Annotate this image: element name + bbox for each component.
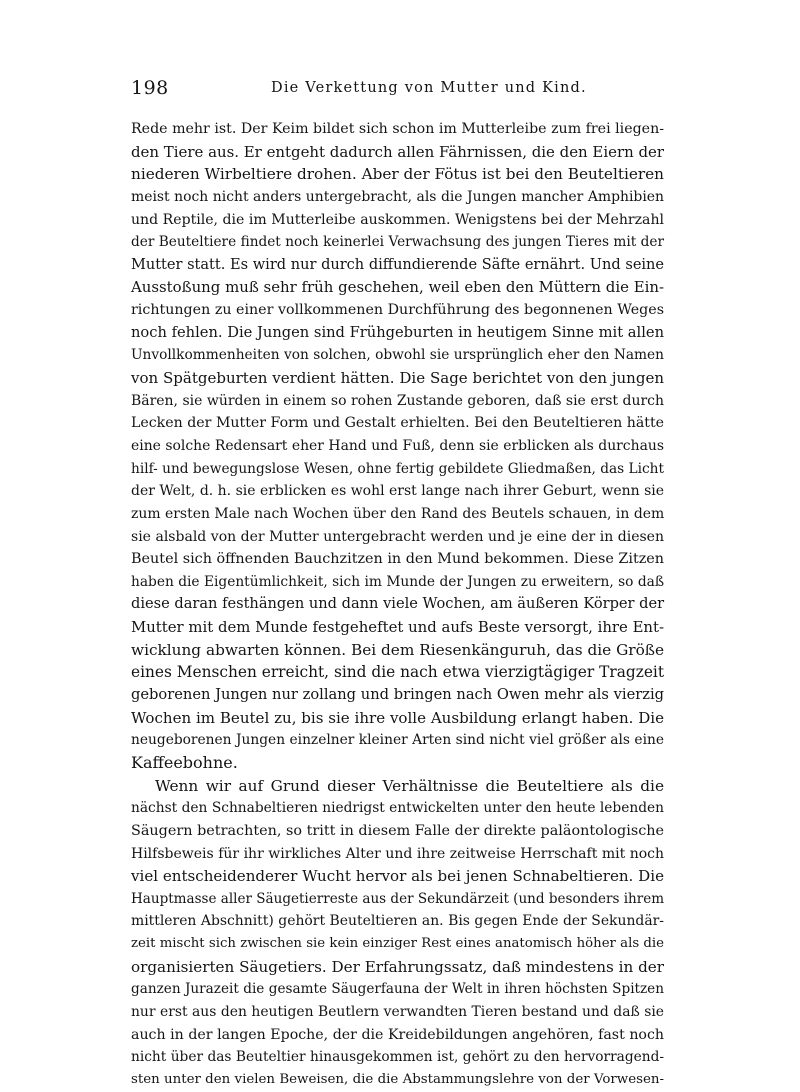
text-line: organisierten Säugetiers. Der Erfahrungssatz, daß mindestens in der <box>131 957 664 976</box>
text-line: wicklung abwarten können. Bei dem Riesenkänguruh, das die Größe <box>131 640 664 659</box>
text-line: neugeborenen Jungen einzelner kleiner Arten sind nicht viel größer als eine <box>131 732 664 749</box>
text-line: noch fehlen. Die Jungen sind Frühgeburten in heutigem Sinne mit allen <box>131 323 664 341</box>
text-line: eine solche Redensart eher Hand und Fuß, denn sie erblicken als durchaus <box>131 437 664 454</box>
text-line: Mutter statt. Es wird nur durch diffundierende Säfte ernährt. Und seine <box>131 256 664 273</box>
paragraph-1 <box>131 118 664 775</box>
paragraph-2 <box>131 775 664 1092</box>
running-title: Die Verkettung von Mutter und Kind. <box>271 80 587 96</box>
text-line: richtungen zu einer vollkommenen Durchführung des begonnenen Weges <box>131 302 664 319</box>
text-line: zeit mischt sich zwischen sie kein einziger Rest eines anatomisch höher als die <box>131 936 664 952</box>
text-line: Kaffeebohne. <box>131 752 238 772</box>
text-line: sie alsbald von der Mutter untergebracht werden und je eine der in diesen <box>131 528 664 545</box>
text-line: nur erst aus den heutigen Beutlern verwandten Tieren bestand und daß sie <box>131 1003 664 1020</box>
text-line: Wenn wir auf Grund dieser Verhältnisse die Beuteltiere als die <box>155 776 664 795</box>
text-line: mittleren Abschnitt) gehört Beuteltieren an. Bis gegen Ende der Sekundär- <box>131 913 664 930</box>
text-line: haben die Eigentümlichkeit, sich im Munde der Jungen zu erweitern, so daß <box>131 573 664 590</box>
text-line: Mutter mit dem Munde festgeheftet und aufs Beste versorgt, ihre Ent- <box>131 618 664 637</box>
body-text <box>131 118 664 1092</box>
text-line: Rede mehr ist. Der Keim bildet sich schon im Mutterleibe zum frei liegen- <box>131 121 665 137</box>
text-line: eines Menschen erreicht, sind die nach etwa vierzigtägiger Tragzeit <box>131 663 664 682</box>
text-line: Beutel sich öffnenden Bauchzitzen in den Mund bekommen. Diese Zitzen <box>131 551 665 568</box>
text-line: der Welt, d. h. sie erblicken es wohl erst lange nach ihrer Geburt, wenn sie <box>131 483 664 500</box>
text-line: sten unter den vielen Beweisen, die die Abstammungslehre von der Vorwesen- <box>131 1071 664 1087</box>
text-line: ganzen Jurazeit die gesamte Säugerfauna der Welt in ihren höchsten Spitzen <box>131 981 664 998</box>
page-number: 198 <box>131 77 169 99</box>
text-line: den Tiere aus. Er entgeht dadurch allen Fährnissen, die den Eiern der <box>131 142 664 161</box>
text-line: Unvollkommenheiten von solchen, obwohl sie ursprünglich eher den Namen <box>131 347 664 364</box>
text-line: niederen Wirbeltiere drohen. Aber der Fötus ist bei den Beuteltieren <box>131 165 664 184</box>
text-line: Lecken der Mutter Form und Gestalt erhielten. Bei den Beuteltieren hätte <box>131 415 664 432</box>
text-line: nicht über das Beuteltier hinausgekommen ist, gehört zu den hervorragend- <box>131 1049 664 1066</box>
text-line: Ausstoßung muß sehr früh geschehen, weil eben den Müttern die Ein- <box>131 278 664 297</box>
text-line: der Beuteltiere findet noch keinerlei Verwachsung des jungen Tieres mit der <box>131 234 664 251</box>
text-line: auch in der langen Epoche, der die Kreidebildungen angehören, fast noch <box>131 1026 664 1043</box>
text-line: diese daran festhängen und dann viele Wochen, am äußeren Körper der <box>131 595 665 613</box>
text-line: zum ersten Male nach Wochen über den Rand des Beutels schauen, in dem <box>131 505 665 522</box>
text-line: von Spätgeburten verdient hätten. Die Sage berichtet von den jungen <box>131 369 664 388</box>
text-line: meist noch nicht anders untergebracht, als die Jungen mancher Amphibien <box>131 188 664 205</box>
text-line: geborenen Jungen nur zollang und bringen nach Owen mehr als vierzig <box>131 686 664 704</box>
text-line: Hilfsbeweis für ihr wirkliches Alter und ihre zeitweise Herrschaft mit noch <box>131 845 664 862</box>
text-line: Hauptmasse aller Säugetierreste aus der Sekundärzeit (und besonders ihrem <box>131 890 665 907</box>
text-line: Säugern betrachten, so tritt in diesem Falle der direkte paläontologische <box>131 822 665 839</box>
text-line: nächst den Schnabeltieren niedrigst entwickelten unter den heute lebenden <box>131 800 664 817</box>
text-line: hilf- und bewegungslose Wesen, ohne fertig gebildete Gliedmaßen, das Licht <box>131 460 664 477</box>
text-line: Bären, sie würden in einem so rohen Zustande geboren, daß sie erst durch <box>131 392 664 409</box>
text-line: und Reptile, die im Mutterleibe auskommen. Wenigstens bei der Mehrzahl <box>131 211 664 228</box>
text-line: viel entscheidenderer Wucht hervor als bei jenen Schnabeltieren. Die <box>131 867 664 886</box>
running-head <box>131 76 664 100</box>
text-line: Wochen im Beutel zu, bis sie ihre volle Ausbildung erlangt haben. Die <box>131 708 664 727</box>
